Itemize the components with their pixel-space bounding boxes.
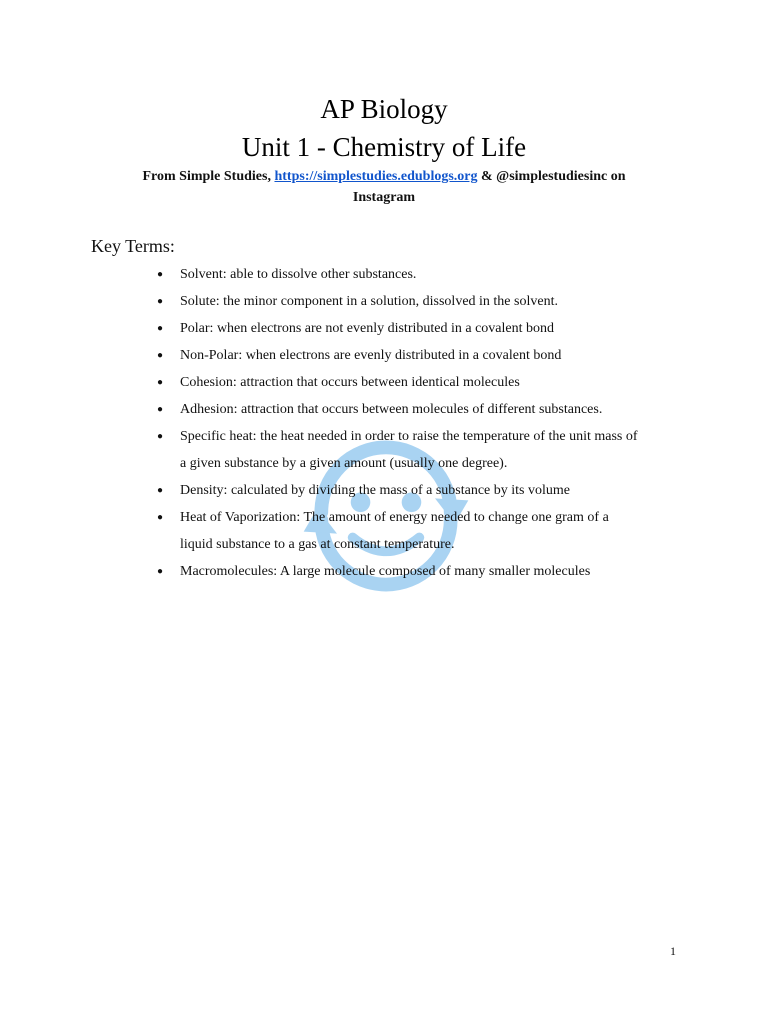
term-text: Heat of Vaporization: The amount of energy needed to change one gram of a (180, 510, 609, 525)
term-text: Non-Polar: when electrons are evenly distributed in a covalent bond (180, 348, 562, 363)
bullet-icon: ● (157, 566, 164, 577)
list-item (157, 558, 690, 585)
bullet-icon: ● (157, 296, 164, 307)
source-attribution (100, 167, 668, 187)
term-text: Solute: the minor component in a solution, dissolved in the solvent. (180, 294, 558, 309)
term-text-continued: liquid substance to a gas at constant temperature. (180, 537, 455, 552)
bullet-icon: ● (157, 377, 164, 388)
term-text-continued: a given substance by a given amount (usually one degree). (180, 456, 508, 471)
document-subtitle: Unit 1 - Chemistry of Life (241, 132, 527, 162)
list-item (157, 342, 690, 369)
source-suffix: & @simplestudiesinc on (477, 169, 626, 184)
document-title: AP Biology (320, 94, 448, 124)
source-prefix: From Simple Studies, (142, 169, 275, 184)
term-text: Cohesion: attraction that occurs between identical molecules (180, 375, 520, 390)
bullet-icon: ● (157, 431, 164, 442)
term-text: Polar: when electrons are not evenly distributed in a covalent bond (180, 321, 555, 336)
list-item (157, 261, 690, 288)
list-item (157, 315, 690, 342)
bullet-icon: ● (157, 323, 164, 334)
page-number: 1 (670, 944, 676, 958)
bullet-icon: ● (157, 350, 164, 361)
term-text: Density: calculated by dividing the mass of a substance by its volume (180, 483, 570, 498)
list-item (157, 504, 690, 558)
bullet-icon: ● (157, 269, 164, 280)
term-text: Adhesion: attraction that occurs between molecules of different substances. (180, 402, 603, 417)
source-link[interactable]: https://simplestudies.edublogs.org (274, 169, 478, 184)
list-item (157, 423, 690, 477)
term-text: Macromolecules: A large molecule composed of many smaller molecules (180, 564, 591, 579)
bullet-icon: ● (157, 404, 164, 415)
key-terms-heading: Key Terms: (91, 236, 175, 256)
term-text: Solvent: able to dissolve other substances. (180, 267, 417, 282)
list-item (157, 477, 690, 504)
list-item (157, 396, 690, 423)
list-item (157, 369, 690, 396)
bullet-icon: ● (157, 512, 164, 523)
bullet-icon: ● (157, 485, 164, 496)
source-attribution-line-2: Instagram (352, 190, 416, 205)
list-item (157, 288, 690, 315)
term-text: Specific heat: the heat needed in order to raise the temperature of the unit mass of (180, 429, 638, 444)
